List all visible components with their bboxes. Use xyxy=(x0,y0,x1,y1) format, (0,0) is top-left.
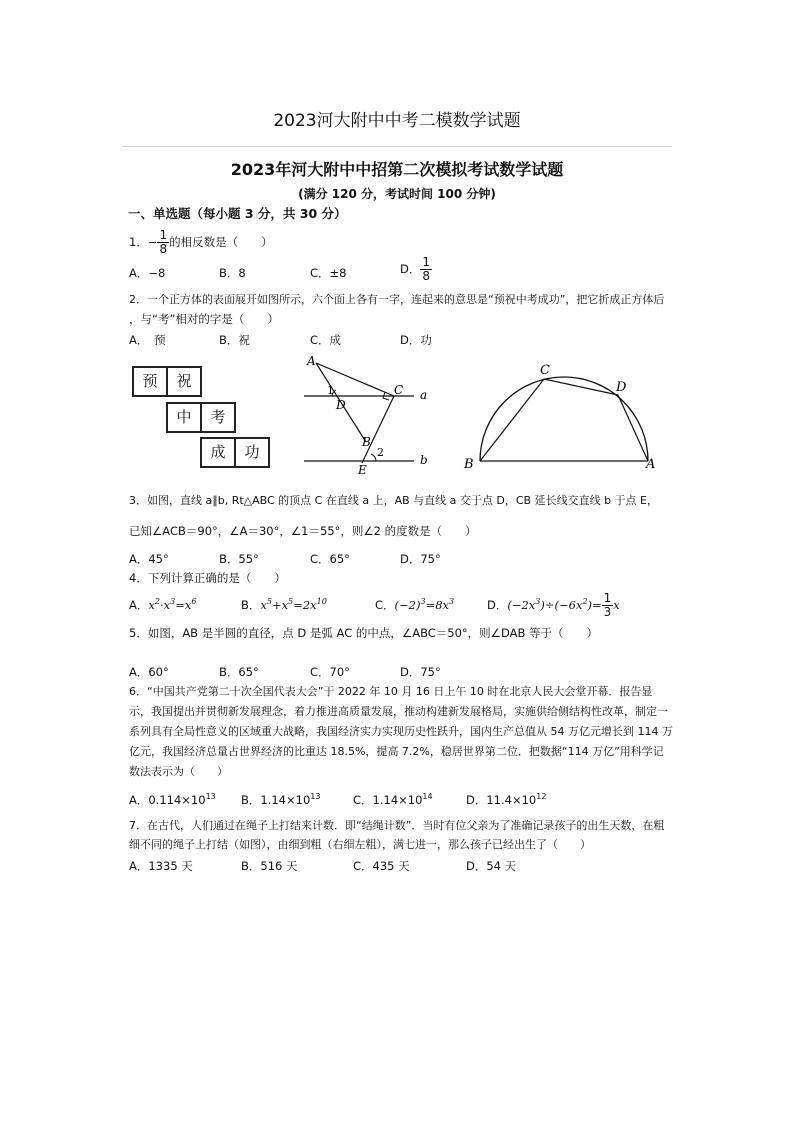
q6-option-d-text: D．11.4×10 xyxy=(466,793,537,807)
q6-option-d-exp: 12 xyxy=(536,792,547,802)
q1-prefix: 1． xyxy=(129,235,148,249)
q7-option-b: B．516 天 xyxy=(241,859,298,873)
net-face-zhu: 祝 xyxy=(166,366,202,397)
question-2-line-2: ，与“考”相对的字是（ ） xyxy=(129,312,279,326)
chord-bc xyxy=(480,379,544,461)
document-title: 2023河大附中中考二模数学试题 xyxy=(273,111,521,131)
label-b: b xyxy=(420,453,428,467)
q4-option-a xyxy=(129,597,196,613)
q5-option-d: D．75° xyxy=(400,665,441,679)
q3-option-c: C．65° xyxy=(310,552,350,566)
q4-option-b xyxy=(241,597,327,613)
q4-option-b-formula: $x^5+x^5=2x^{10}$ xyxy=(260,597,327,612)
q6-option-a-text: A．0.114×10 xyxy=(129,793,206,807)
net-face-yu: 预 xyxy=(132,366,168,397)
label-B: B xyxy=(464,457,474,472)
q7-option-a: A．1335 天 xyxy=(129,859,193,873)
q4-option-c-label: C． xyxy=(375,598,395,612)
q4-option-a-formula: $x^2\cdot x^3=x^6$ xyxy=(148,597,197,612)
q1-option-d-label: D． xyxy=(400,262,421,276)
net-face-kao: 考 xyxy=(200,402,236,433)
q6-option-b xyxy=(241,792,320,808)
q2-option-d: D．功 xyxy=(400,333,432,347)
q2-option-c: C．成 xyxy=(310,333,342,347)
q6-option-a-exp: 13 xyxy=(205,792,216,802)
label-A: A xyxy=(646,457,656,472)
q4-option-c xyxy=(375,597,454,613)
label-1: 1 xyxy=(327,384,334,397)
net-face-zhong: 中 xyxy=(166,402,202,433)
question-2-line-1: 2．一个正方体的表面展开如图所示，六个面上各有一字，连起来的意思是“预祝中考成功”，把它折成正方体后 xyxy=(129,293,665,306)
label-D: D xyxy=(336,398,346,412)
q6-option-b-text: B．1.14×10 xyxy=(241,793,311,807)
question-5: 5．如图，AB 是半圆的直径，点 D 是弧 AC 的中点，∠ABC＝50°，则∠DAB 等于（ ） xyxy=(129,626,599,640)
net-face-gong: 功 xyxy=(234,437,270,468)
q1-frac-den: 8 xyxy=(159,242,168,256)
q1-option-d-fraction xyxy=(420,256,432,283)
q6-option-b-exp: 13 xyxy=(310,792,321,802)
question-3-line-1: 3．如图，直线 a∥b, Rt△ABC 的顶点 C 在直线 a 上，AB 与直线 a 交于点 D，CB 延长线交直线 b 于点 E， xyxy=(129,494,659,507)
label-B: B xyxy=(362,435,371,449)
label-a: a xyxy=(420,388,428,402)
exam-subtitle: (满分 120 分，考试时间 100 分钟) xyxy=(298,187,496,201)
q1-sign: − xyxy=(147,235,158,249)
q5-figure xyxy=(458,356,663,476)
q1-fraction xyxy=(157,229,169,256)
q4-option-a-label: A． xyxy=(129,598,149,612)
q2-option-b: B．祝 xyxy=(219,333,250,347)
q3-option-b: B．55° xyxy=(219,552,259,566)
q6-option-a xyxy=(129,792,216,808)
q3-option-a: A．45° xyxy=(129,552,169,566)
q6-option-d xyxy=(466,792,546,808)
q1-text: 的相反数是（ ） xyxy=(169,235,273,249)
exam-title: 2023年河大附中中招第二次模拟考试数学试题 xyxy=(230,160,564,179)
q4-option-b-label: B． xyxy=(241,598,261,612)
q4-option-d-formula: $(-2x^3)\div(-6x^2)=$ xyxy=(507,597,602,612)
angle-2-arc xyxy=(371,454,376,461)
scan-top-rule xyxy=(122,146,672,147)
q7-option-c: C．435 天 xyxy=(353,859,410,873)
q5-option-c: C．70° xyxy=(310,665,350,679)
question-1 xyxy=(129,229,273,256)
net-face-cheng: 成 xyxy=(200,437,236,468)
question-7: 7．在古代，人们通过在绳子上打结来计数．即“结绳计数”．当时有位父亲为了准确记录孩子的出生天数，在粗细不同的绳子上打结（如图），由细到粗（右细左粗），满七进一，那么孩子已经出生了（ ） xyxy=(129,819,665,851)
q1-option-d-den: 8 xyxy=(422,269,430,283)
chord-da xyxy=(618,395,648,461)
q1-option-c: C．±8 xyxy=(310,266,347,280)
label-2: 2 xyxy=(377,446,384,459)
question-4: 4．下列计算正确的是（ ） xyxy=(129,571,286,585)
q1-option-d xyxy=(400,256,432,283)
label-D: D xyxy=(616,380,627,395)
q6-option-c-text: C．1.14×10 xyxy=(353,793,423,807)
label-C: C xyxy=(394,383,404,397)
q6-option-c xyxy=(353,792,433,808)
q1-frac-num: 1 xyxy=(159,228,168,242)
q4-option-c-formula: $(-2)^3=8x^3$ xyxy=(394,597,455,612)
q4-option-d-fraction: $\frac{1}{3}$ xyxy=(603,591,612,619)
q5-option-b: B．65° xyxy=(219,665,259,679)
q1-option-a: A．−8 xyxy=(129,266,166,280)
label-E: E xyxy=(358,463,367,477)
section-heading: 一、单选题（每小题 3 分，共 30 分） xyxy=(128,206,347,221)
label-C: C xyxy=(540,363,550,378)
q3-option-d: D．75° xyxy=(400,552,441,566)
label-A: A xyxy=(307,354,316,368)
q2-option-a: A． 预 xyxy=(129,333,166,347)
q1-option-b: B．8 xyxy=(219,266,246,280)
chord-cd xyxy=(544,379,618,395)
q4-option-d-label: D． xyxy=(487,598,508,612)
q5-option-a: A．60° xyxy=(129,665,169,679)
q6-option-c-exp: 14 xyxy=(422,792,433,802)
q3-figure xyxy=(296,350,438,480)
question-3-line-2: 已知∠ACB＝90°，∠A＝30°，∠1＝55°，则∠2 的度数是（ ） xyxy=(129,524,477,538)
question-6: 6．“中国共产党第二十次全国代表大会”于 2022 年 10 月 16 日上午 10 时在北京人民大会堂开幕．报告显示，我国提出并贯彻新发展理念，着力推进高质量发展，推动构建新发展格局，实施供给侧结构性改革，制定一系列具有全局性意义的区域重大战略，我国经济实力实现历史性跃升，国内生产总值从 54 万亿元增长到 114 万亿元，我国经济总量占世界经济的比重达 18.5%，提高 7.2%，稳居世界第二位．把数据“114 万亿”用科学记数法表示为（ ） xyxy=(129,685,673,778)
q7-option-d: D．54 天 xyxy=(466,859,517,873)
q1-option-d-num: 1 xyxy=(422,255,430,269)
q4-option-d: D．$(-2x^3)\div(-6x^2)=$ $\frac{1}{3}$ x xyxy=(487,591,620,619)
